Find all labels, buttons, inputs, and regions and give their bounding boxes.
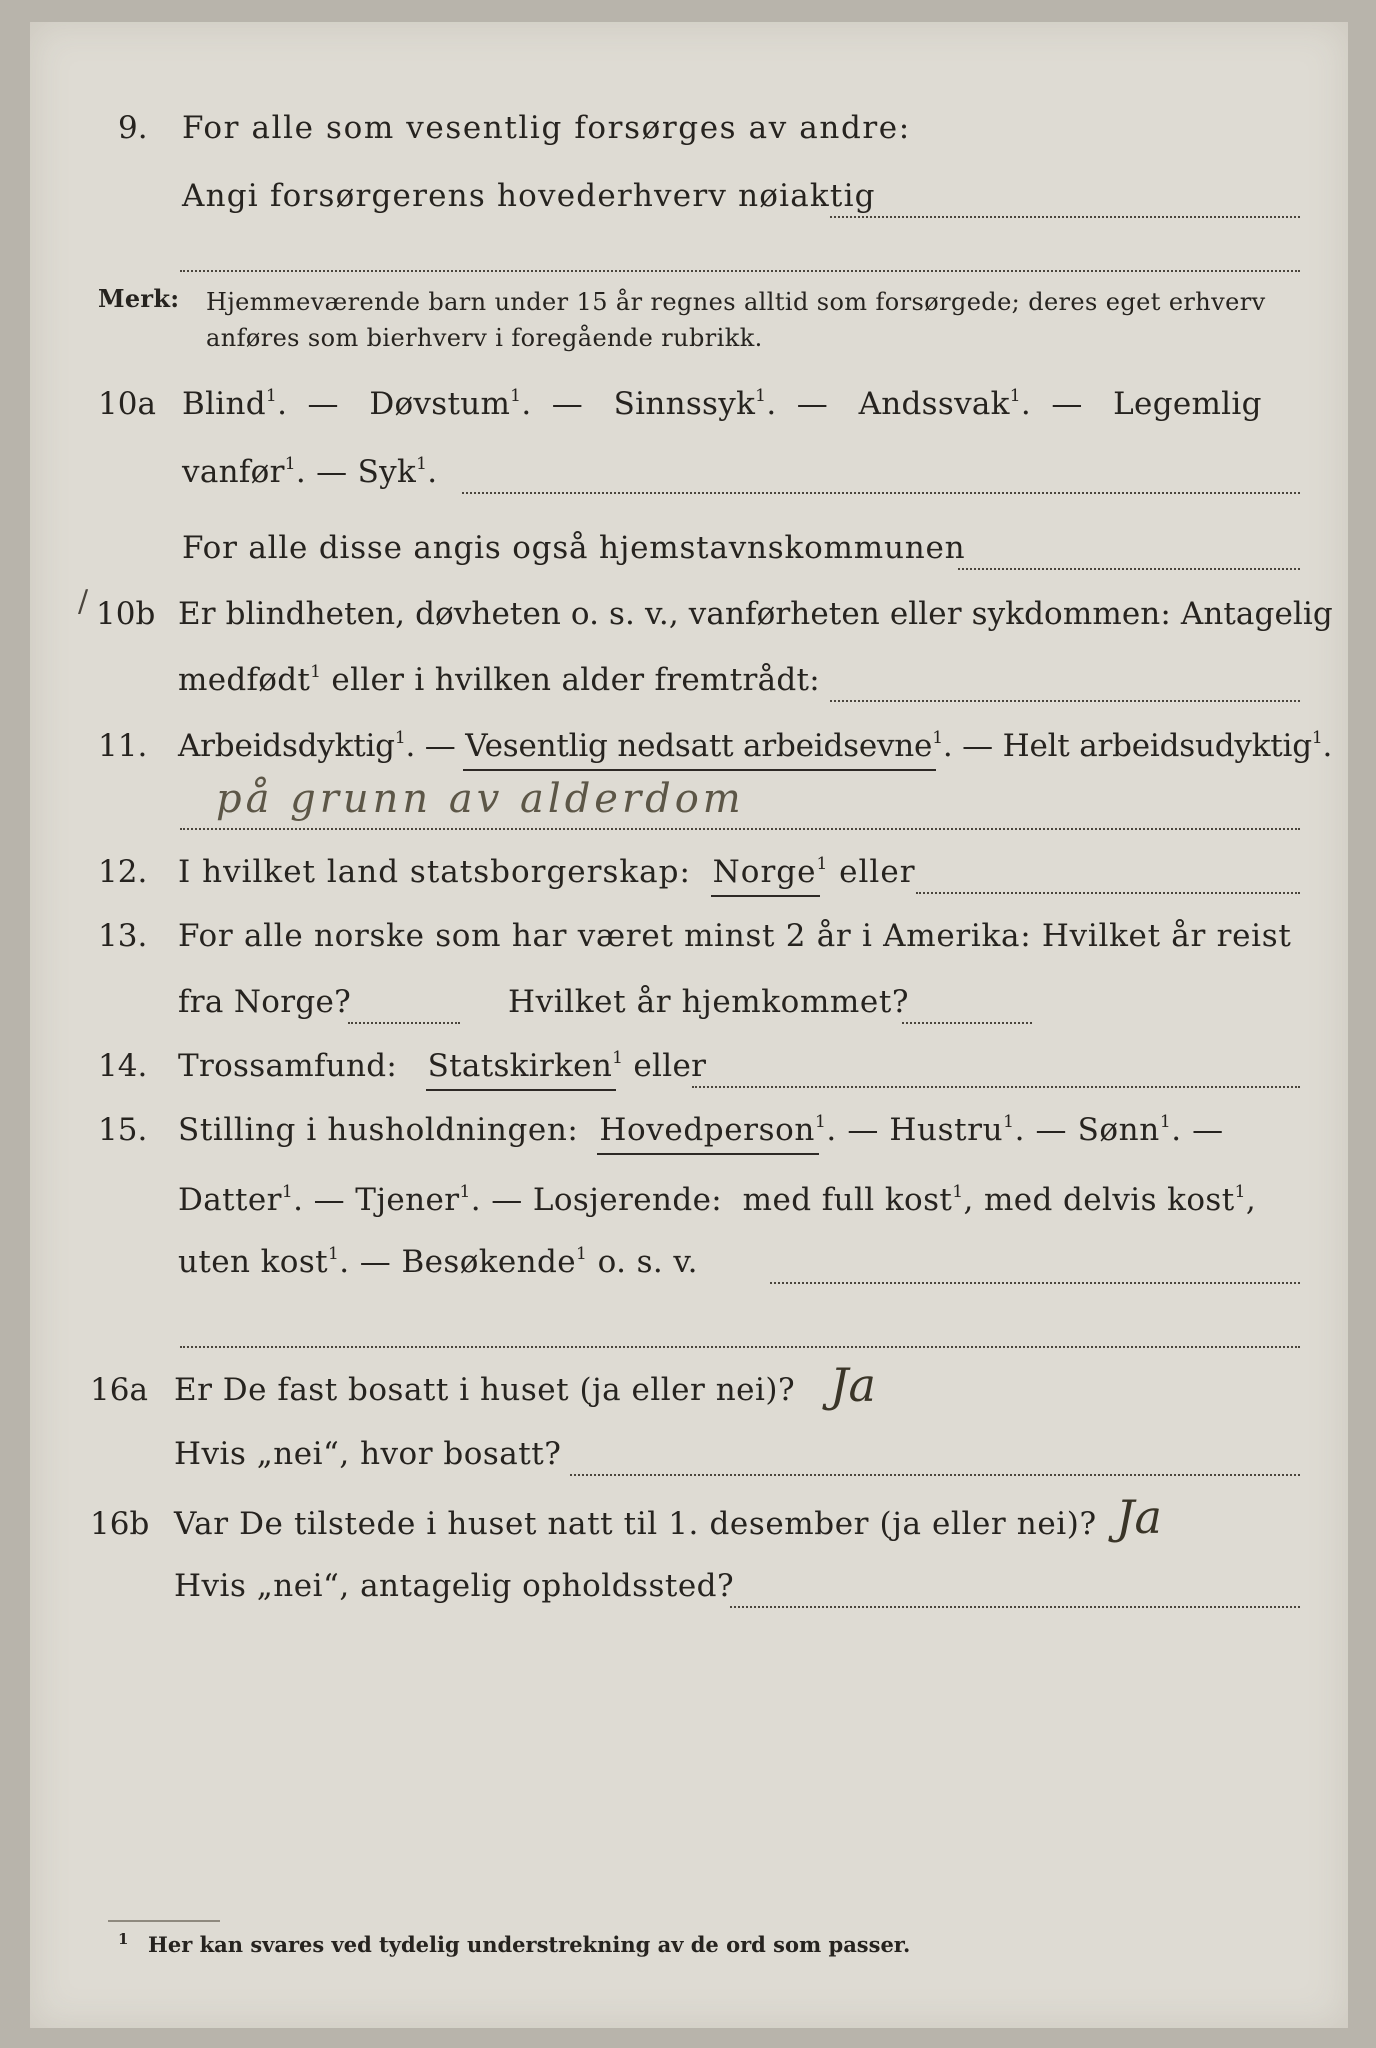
q16b-number: 16b bbox=[90, 1506, 150, 1542]
q13-hjemkommet-line[interactable] bbox=[902, 1022, 1032, 1024]
q16a-answer-line[interactable] bbox=[570, 1474, 1300, 1476]
q11-answer-line[interactable] bbox=[180, 828, 1300, 830]
q11-line1: Arbeidsdyktig$^1$. — Vesentlig nedsatt arbeidsevne$^1$. — Helt arbeidsudyktig$^1$. bbox=[178, 728, 1333, 764]
q10a-line2: vanfør$^1$. — Syk$^1$. bbox=[182, 454, 438, 490]
footnote-text: Her kan svares ved tydelig understrekning av de ord som passer. bbox=[148, 1932, 911, 1957]
merk-line2: anføres som bierhverv i foregående rubrikk. bbox=[206, 324, 763, 352]
q10b-number: 10b bbox=[96, 596, 156, 632]
q15-line1: Stilling i husholdningen: Hovedperson$^1$. — Hustru$^1$. — Sønn$^1$. — bbox=[178, 1112, 1224, 1148]
q16b-line2: Hvis „nei“, antagelig opholdssted? bbox=[174, 1568, 735, 1604]
q15-line3: uten kost$^1$. — Besøkende$^1$ o. s. v. bbox=[178, 1244, 698, 1280]
q14-number: 14. bbox=[98, 1048, 148, 1084]
q10b-answer-line[interactable] bbox=[830, 700, 1300, 702]
option-arbeidsdyktig[interactable]: Arbeidsdyktig bbox=[178, 728, 395, 764]
q10a-line3: For alle disse angis også hjemstavnskommunen bbox=[182, 530, 966, 566]
q13-line2a: fra Norge? bbox=[178, 984, 352, 1020]
q16a-line1: Er De fast bosatt i huset (ja eller nei)? bbox=[174, 1372, 796, 1408]
option-tjener[interactable]: Tjener bbox=[355, 1182, 460, 1218]
q9-number: 9. bbox=[118, 110, 148, 146]
q16a-number: 16a bbox=[90, 1372, 148, 1408]
option-vanfor[interactable]: vanfør bbox=[182, 454, 285, 490]
q12-number: 12. bbox=[98, 854, 148, 890]
q16a-line2: Hvis „nei“, hvor bosatt? bbox=[174, 1436, 562, 1472]
q12-line: I hvilket land statsborgerskap: Norge$^1$ eller bbox=[178, 854, 916, 890]
q15-answer-line[interactable] bbox=[770, 1282, 1300, 1284]
q10b-line2: medfødt$^1$ eller i hvilken alder fremtrådt: bbox=[178, 662, 821, 698]
q16a-handwritten-answer: Ja bbox=[830, 1358, 876, 1412]
q13-line1: For alle norske som har været minst 2 år i Amerika: Hvilket år reist bbox=[178, 918, 1292, 954]
option-hovedperson[interactable]: Hovedperson bbox=[599, 1112, 815, 1148]
q13-number: 13. bbox=[98, 918, 148, 954]
option-full-kost[interactable]: med full kost bbox=[742, 1182, 953, 1218]
q11-number: 11. bbox=[98, 728, 148, 764]
q10b-line1: Er blindheten, døvheten o. s. v., vanførheten eller sykdommen: Antagelig bbox=[178, 596, 1333, 632]
merk-line1: Hjemmeværende barn under 15 år regnes alltid som forsørgede; deres eget erhverv bbox=[206, 288, 1266, 316]
option-helt-arbeidsudyktig[interactable]: Helt arbeidsudyktig bbox=[1002, 728, 1312, 764]
q16b-line1: Var De tilstede i huset natt til 1. desember (ja eller nei)? bbox=[174, 1506, 1097, 1542]
option-syk[interactable]: Syk bbox=[357, 454, 417, 490]
option-uten-kost[interactable]: uten kost bbox=[178, 1244, 329, 1280]
q15-number: 15. bbox=[98, 1112, 148, 1148]
option-besokende[interactable]: Besøkende bbox=[401, 1244, 577, 1280]
q9-answer-line[interactable] bbox=[830, 216, 1300, 218]
q15-answer-line-2[interactable] bbox=[180, 1346, 1300, 1348]
q14-answer-line[interactable] bbox=[692, 1086, 1300, 1088]
option-sonn[interactable]: Sønn bbox=[1077, 1112, 1160, 1148]
q16b-answer-line[interactable] bbox=[730, 1606, 1300, 1608]
q9-line1: For alle som vesentlig forsørges av andre: bbox=[182, 110, 911, 146]
option-medfodt[interactable]: medfødt bbox=[178, 662, 311, 698]
option-blind[interactable]: Blind bbox=[182, 386, 266, 422]
option-andssvak[interactable]: Andssvak bbox=[858, 386, 1010, 422]
q12-answer-line[interactable] bbox=[916, 892, 1300, 894]
q10a-hjemstavn-line[interactable] bbox=[958, 568, 1300, 570]
tick-mark: / bbox=[78, 584, 89, 619]
q10a-line1: Blind$^1$. — Døvstum$^1$. — Sinnssyk$^1$. — Andssvak$^1$. — Legemlig bbox=[182, 386, 1262, 422]
q9-line2: Angi forsørgerens hovederhverv nøiaktig bbox=[182, 178, 876, 214]
answer-statskirken[interactable]: Statskirken bbox=[427, 1048, 613, 1084]
option-dovstum[interactable]: Døvstum bbox=[369, 386, 511, 422]
census-form-page bbox=[30, 22, 1348, 2028]
option-legemlig[interactable]: Legemlig bbox=[1113, 386, 1262, 422]
option-hustru[interactable]: Hustru bbox=[889, 1112, 1004, 1148]
q9-answer-line-2[interactable] bbox=[180, 270, 1300, 272]
q15-line2: Datter$^1$. — Tjener$^1$. — Losjerende: med full kost$^1$, med delvis kost$^1$, bbox=[178, 1182, 1257, 1218]
footnote-rule bbox=[108, 1920, 220, 1922]
option-vesentlig-nedsatt[interactable]: Vesentlig nedsatt arbeidsevne bbox=[465, 728, 933, 764]
q11-handwritten-answer: på grunn av alderdom bbox=[216, 776, 745, 822]
option-delvis-kost[interactable]: med delvis kost bbox=[984, 1182, 1235, 1218]
q10a-number: 10a bbox=[98, 386, 156, 422]
q16b-handwritten-answer: Ja bbox=[1116, 1490, 1162, 1544]
footnote-marker: 1 bbox=[118, 1930, 129, 1948]
merk-label: Merk: bbox=[98, 284, 180, 313]
q13-reist-line[interactable] bbox=[348, 1022, 460, 1024]
q10a-answer-line[interactable] bbox=[462, 492, 1300, 494]
option-sinnssyk[interactable]: Sinnssyk bbox=[613, 386, 756, 422]
q14-line: Trossamfund: Statskirken$^1$ eller bbox=[178, 1048, 707, 1084]
option-datter[interactable]: Datter bbox=[178, 1182, 282, 1218]
q13-line2b: Hvilket år hjemkommet? bbox=[508, 984, 910, 1020]
answer-norge[interactable]: Norge bbox=[712, 854, 817, 890]
